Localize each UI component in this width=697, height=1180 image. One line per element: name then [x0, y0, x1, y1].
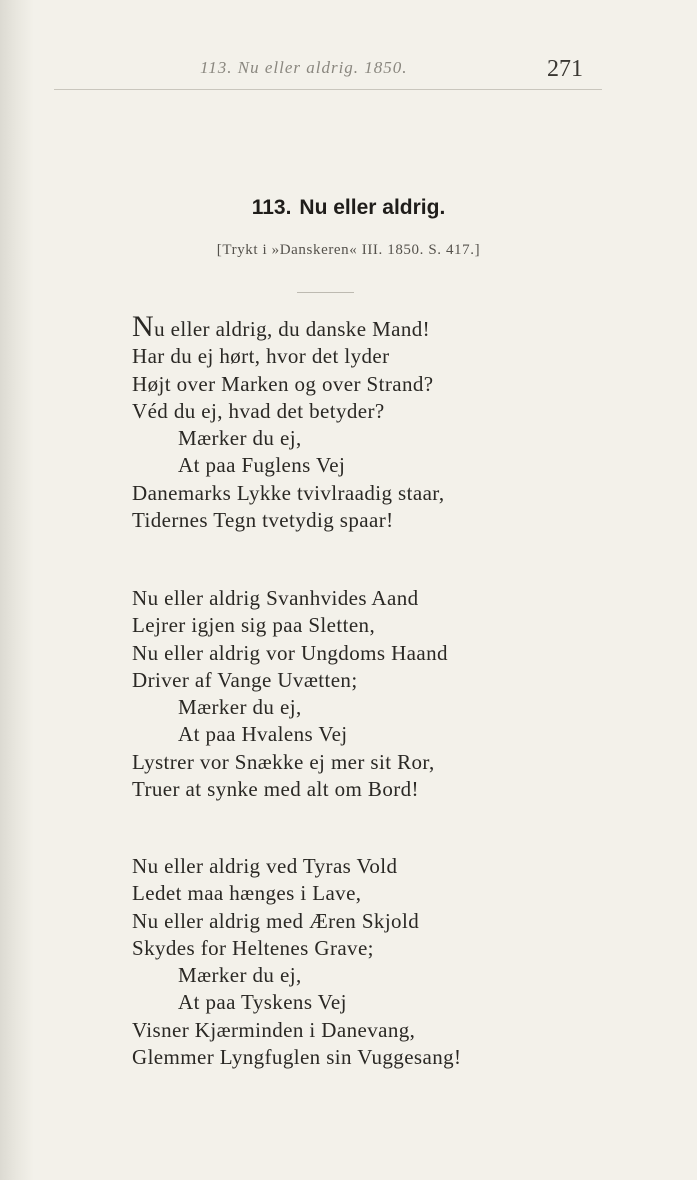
stanza-1 — [132, 310, 445, 534]
verse-line: Har du ej hørt, hvor det lyder — [132, 344, 390, 369]
verse-line: Lystrer vor Snække ej mer sit Ror, — [132, 749, 435, 774]
title-separator — [297, 292, 354, 293]
verse-line: Nu eller aldrig med Æren Skjold — [132, 908, 420, 933]
header-rule — [54, 89, 602, 90]
verse-line: Glemmer Lyngfuglen sin Vuggesang! — [132, 1045, 462, 1070]
verse-line: Visner Kjærminden i Danevang, — [132, 1017, 416, 1042]
verse-line — [132, 310, 445, 343]
verse-line: Skydes for Heltenes Grave; — [132, 935, 374, 960]
drop-cap: N — [132, 310, 155, 343]
verse-line: Mærker du ej, — [178, 695, 302, 720]
poem-number: 113. — [251, 196, 292, 219]
verse-line: Danemarks Lykke tvivlraadig staar, — [132, 480, 445, 505]
verse-line: At paa Hvalens Vej — [178, 722, 348, 747]
stanza-3 — [132, 853, 461, 1071]
verse-line: Højt over Marken og over Strand? — [132, 371, 434, 396]
poem-title — [0, 196, 697, 220]
verse-line: Tidernes Tegn tvetydig spaar! — [132, 508, 394, 533]
verse-line: At paa Tyskens Vej — [178, 990, 347, 1015]
verse-line: Ledet maa hænges i Lave, — [132, 881, 362, 906]
stanza-2 — [132, 585, 448, 803]
verse-line: Nu eller aldrig ved Tyras Vold — [132, 854, 398, 878]
page-binding-shadow — [0, 0, 34, 1180]
running-head-title: 113. Nu eller aldrig. 1850. — [200, 58, 408, 77]
verse-line: Nu eller aldrig vor Ungdoms Haand — [132, 640, 448, 665]
verse-line: Mærker du ej, — [178, 426, 302, 451]
verse-line: Mærker du ej, — [178, 963, 302, 988]
verse-line: Lejrer igjen sig paa Sletten, — [132, 613, 376, 638]
verse-line-text: u eller aldrig, du danske Mand! — [154, 317, 431, 341]
verse-line: Truer at synke med alt om Bord! — [132, 777, 419, 802]
poem-title-text: Nu eller aldrig. — [299, 196, 446, 219]
page-number: 271 — [547, 56, 583, 82]
verse-line: At paa Fuglens Vej — [178, 453, 346, 478]
running-head — [0, 52, 697, 86]
print-note: [Trykt i »Danskeren« III. 1850. S. 417.] — [216, 242, 481, 258]
verse-line: Véd du ej, hvad det betyder? — [132, 398, 385, 423]
verse-line: Driver af Vange Uvætten; — [132, 667, 358, 692]
verse-line: Nu eller aldrig Svanhvides Aand — [132, 586, 419, 610]
